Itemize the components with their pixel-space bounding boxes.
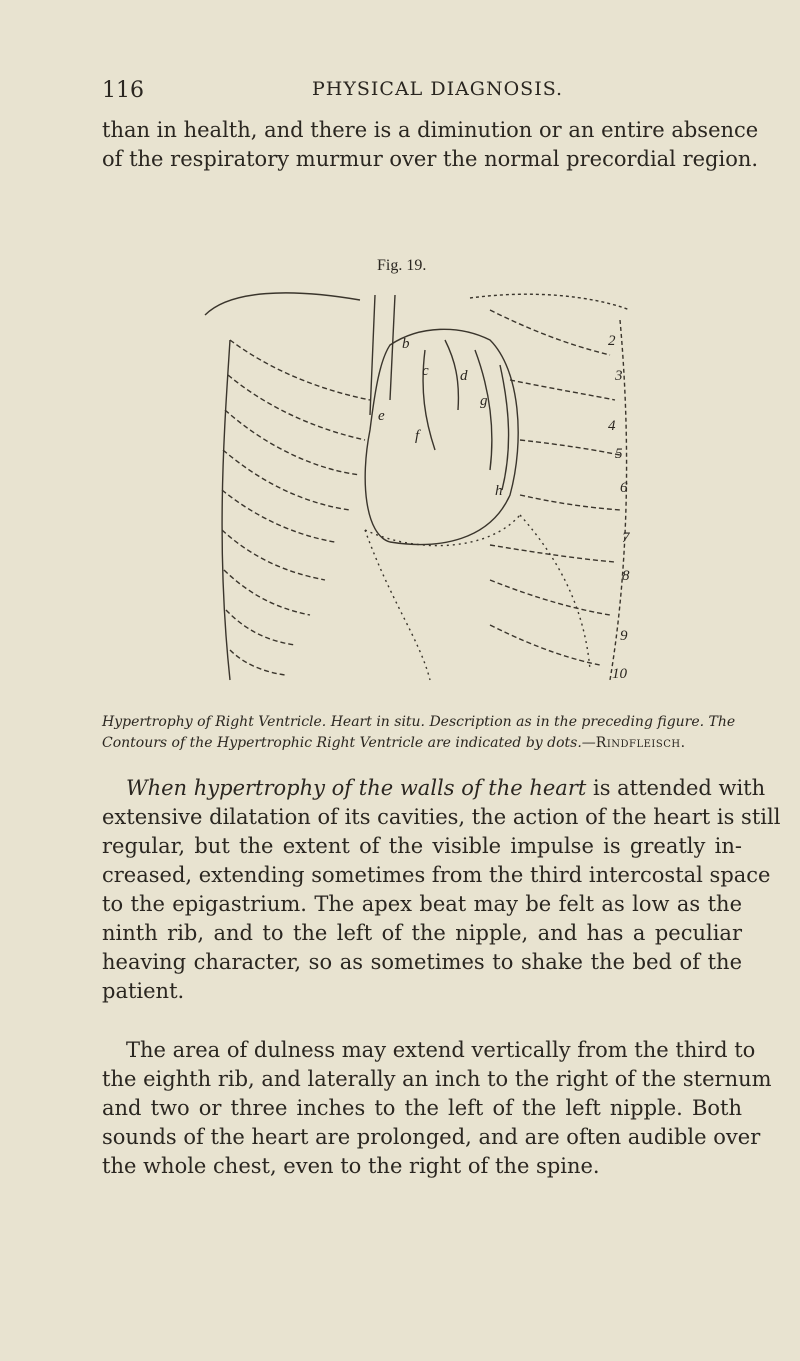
paragraph-dulness: [102, 1036, 772, 1181]
text-line: regular, but the extent of the visible impulse is greatly in-: [102, 834, 742, 858]
text-line: extensive dilatation of its cavities, the action of the heart is still: [102, 805, 781, 829]
page-number: 116: [102, 78, 144, 103]
paragraph-hypertrophy: [102, 774, 781, 1006]
caption-text: Contours of the Hypertrophic Right Ventricle are indicated by dots.—: [102, 735, 596, 751]
text-line: than in health, and there is a diminution or an entire absence: [102, 118, 759, 142]
letter-c: c: [422, 363, 429, 379]
text-line: the whole chest, even to the right of the spine.: [102, 1154, 600, 1178]
caption-author: Rindfleisch.: [595, 735, 686, 751]
rib-number-6: 6: [620, 480, 628, 496]
paragraph-continuation: [102, 116, 759, 174]
heart-anatomy-illustration: [190, 280, 650, 700]
rib-number-9: 9: [620, 628, 628, 644]
text-line: and two or three inches to the left of the left nipple. Both: [102, 1096, 742, 1120]
rib-number-2: 2: [608, 333, 616, 349]
letter-h: h: [495, 483, 503, 499]
text-line: patient.: [102, 979, 185, 1003]
rib-number-3: 3: [615, 368, 623, 384]
text-line: sounds of the heart are prolonged, and are often audible over: [102, 1125, 761, 1149]
outline-stroke: [205, 293, 360, 315]
running-title: PHYSICAL DIAGNOSIS.: [312, 78, 564, 100]
rib-number-5: 5: [615, 446, 623, 462]
text-line: to the epigastrium. The apex beat may be felt as low as the: [102, 892, 742, 916]
caption-line: Hypertrophy of Right Ventricle. Heart in situ. Description as in the preceding figure. The: [102, 714, 736, 730]
figure-caption: [102, 712, 742, 754]
rib-number-7: 7: [622, 530, 630, 546]
caption-line: [102, 733, 742, 754]
rib-number-10: 10: [612, 666, 627, 682]
text-line: of the respiratory murmur over the normal precordial region.: [102, 147, 759, 171]
text-line: the eighth rib, and laterally an inch to the right of the sternum: [102, 1067, 772, 1091]
text-line: creased, extending sometimes from the third intercostal space: [102, 863, 771, 887]
letter-g: g: [480, 393, 488, 409]
text-fragment: is attended with: [586, 776, 766, 800]
figure-label: Fig. 19.: [377, 257, 427, 274]
letter-f: f: [415, 428, 420, 444]
outline-stroke: [470, 294, 630, 310]
text-line: The area of dulness may extend vertically from the third to: [126, 1038, 756, 1062]
rib-number-4: 4: [608, 418, 616, 434]
letter-b: b: [402, 336, 410, 352]
text-line: ninth rib, and to the left of the nipple, and has a peculiar: [102, 921, 742, 945]
outline-stroke: [222, 340, 230, 680]
text-line: [102, 774, 766, 803]
rib-number-8: 8: [622, 568, 630, 584]
letter-d: d: [460, 368, 468, 384]
text-line: heaving character, so as sometimes to shake the bed of the: [102, 950, 742, 974]
italic-lead: When hypertrophy of the walls of the heart: [126, 776, 587, 800]
letter-e: e: [378, 408, 385, 424]
page-header: [102, 78, 730, 108]
